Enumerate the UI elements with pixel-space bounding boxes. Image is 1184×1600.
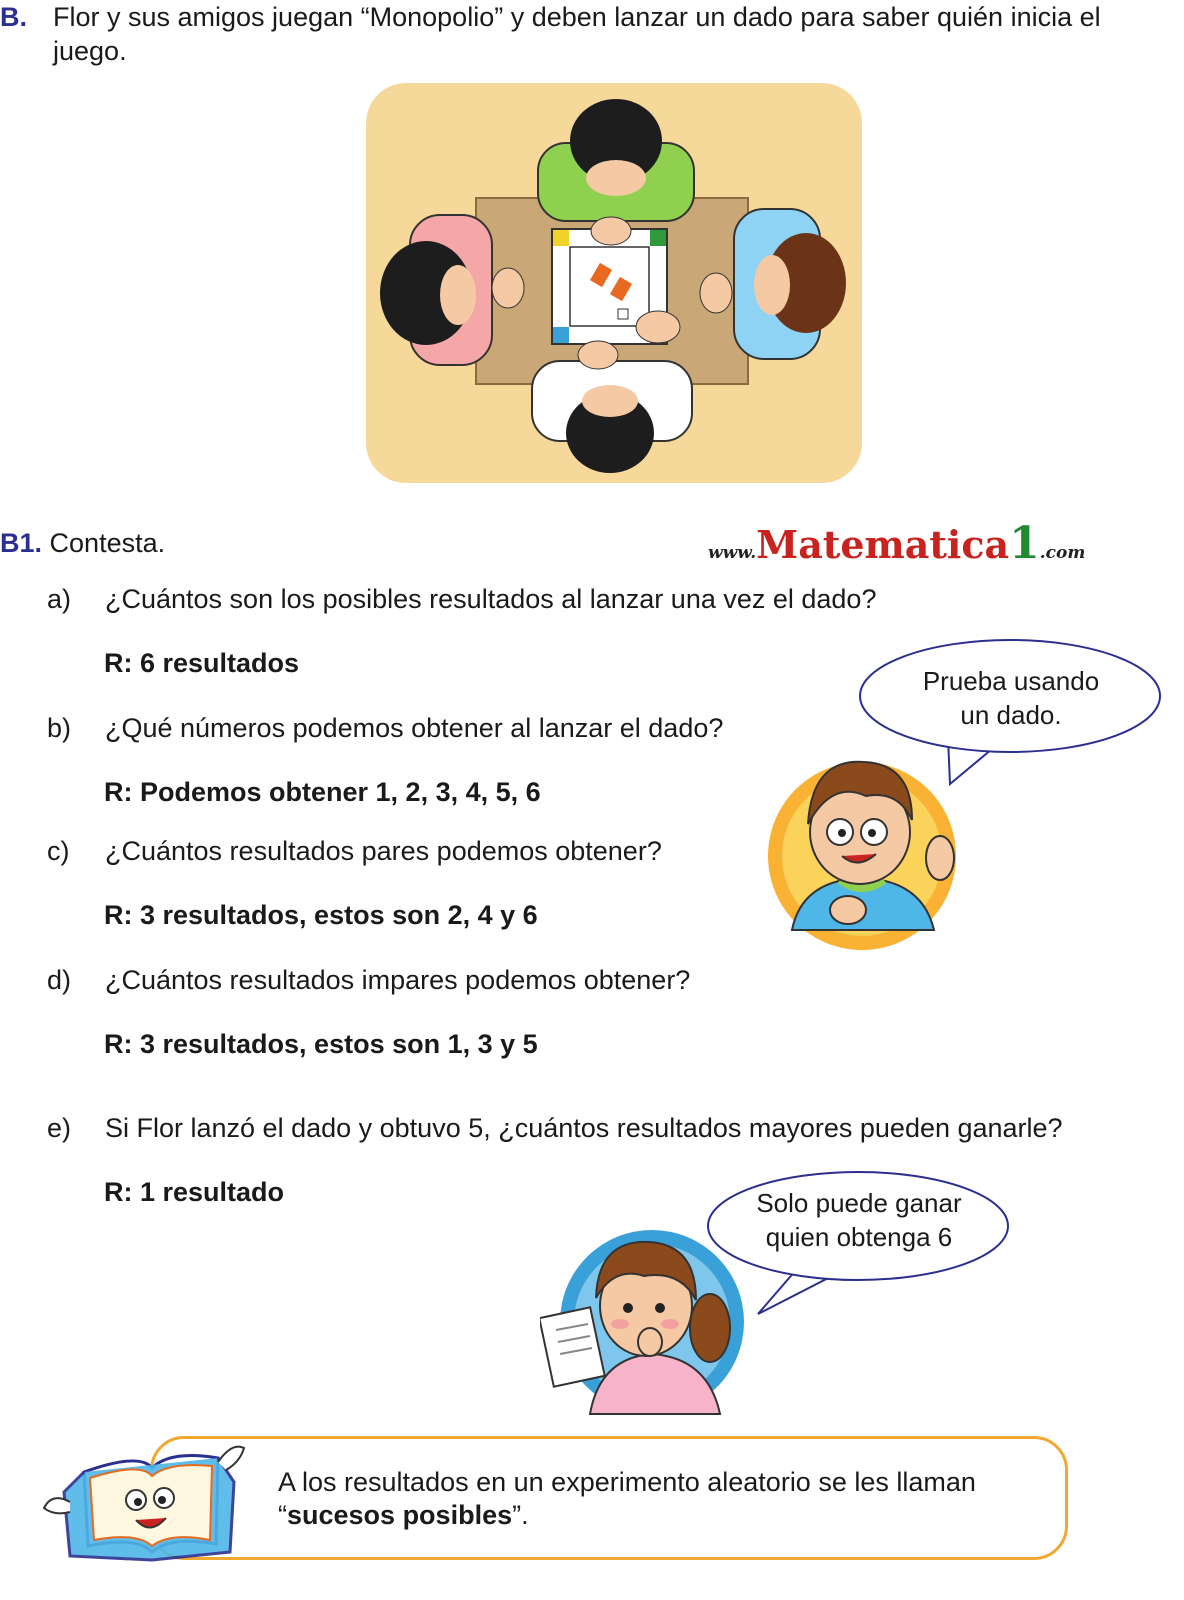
bubble-line: Prueba usando bbox=[922, 666, 1100, 696]
note-bold-term: sucesos posibles bbox=[287, 1500, 513, 1530]
logo-digit: 1 bbox=[1009, 518, 1040, 569]
logo-suffix: .com bbox=[1039, 543, 1086, 563]
answer-d: R: 3 resultados, estos son 1, 3 y 5 bbox=[104, 1029, 538, 1059]
bubble-line: un dado. bbox=[960, 700, 1062, 730]
boy-speech-bubble bbox=[878, 664, 1144, 732]
section-label: B1. bbox=[0, 528, 43, 558]
question-letter: d) bbox=[47, 965, 72, 995]
logo-brand: Matematica bbox=[756, 522, 1010, 567]
question-text: ¿Cuántos resultados pares podemos obtener? bbox=[105, 836, 662, 866]
section-heading bbox=[0, 528, 165, 559]
question-letter: e) bbox=[47, 1113, 72, 1143]
note-quote-close: ”. bbox=[512, 1500, 529, 1530]
girl-character-illustration bbox=[540, 1218, 748, 1418]
intro-text: Flor y sus amigos juegan “Monopolio” y deben lanzar un dado para saber quién inicia el juego. bbox=[53, 2, 1101, 66]
definition-note-text bbox=[278, 1466, 1048, 1532]
question-text: Si Flor lanzó el dado y obtuvo 5, ¿cuántos resultados mayores pueden ganarle? bbox=[105, 1113, 1063, 1143]
section-title: Contesta. bbox=[49, 528, 166, 558]
logo-prefix: www. bbox=[708, 543, 757, 563]
answer-e: R: 1 resultado bbox=[104, 1177, 285, 1207]
intro-label: B. bbox=[0, 2, 27, 32]
boy-character-illustration bbox=[762, 740, 962, 952]
question-text: ¿Cuántos resultados impares podemos obtener? bbox=[105, 965, 691, 995]
girl-speech-bubble bbox=[726, 1186, 992, 1254]
answer-b: R: Podemos obtener 1, 2, 3, 4, 5, 6 bbox=[104, 777, 541, 807]
answer-c: R: 3 resultados, estos son 2, 4 y 6 bbox=[104, 900, 538, 930]
note-text: A los resultados en un experimento aleatorio se les llaman bbox=[278, 1467, 976, 1497]
monopoly-game-illustration bbox=[366, 83, 862, 483]
question-letter: a) bbox=[47, 584, 72, 614]
question-letter: b) bbox=[47, 713, 72, 743]
question-letter: c) bbox=[47, 836, 70, 866]
book-mascot-icon bbox=[40, 1432, 250, 1572]
bubble-line: Solo puede ganar bbox=[756, 1188, 962, 1218]
question-text: ¿Cuántos son los posibles resultados al lanzar una vez el dado? bbox=[105, 584, 877, 614]
answer-a: R: 6 resultados bbox=[104, 648, 300, 678]
bubble-line: quien obtenga 6 bbox=[765, 1222, 953, 1252]
note-quote-open: “ bbox=[278, 1500, 287, 1530]
question-text: ¿Qué números podemos obtener al lanzar el dado? bbox=[105, 713, 724, 743]
site-logo bbox=[708, 518, 1085, 569]
